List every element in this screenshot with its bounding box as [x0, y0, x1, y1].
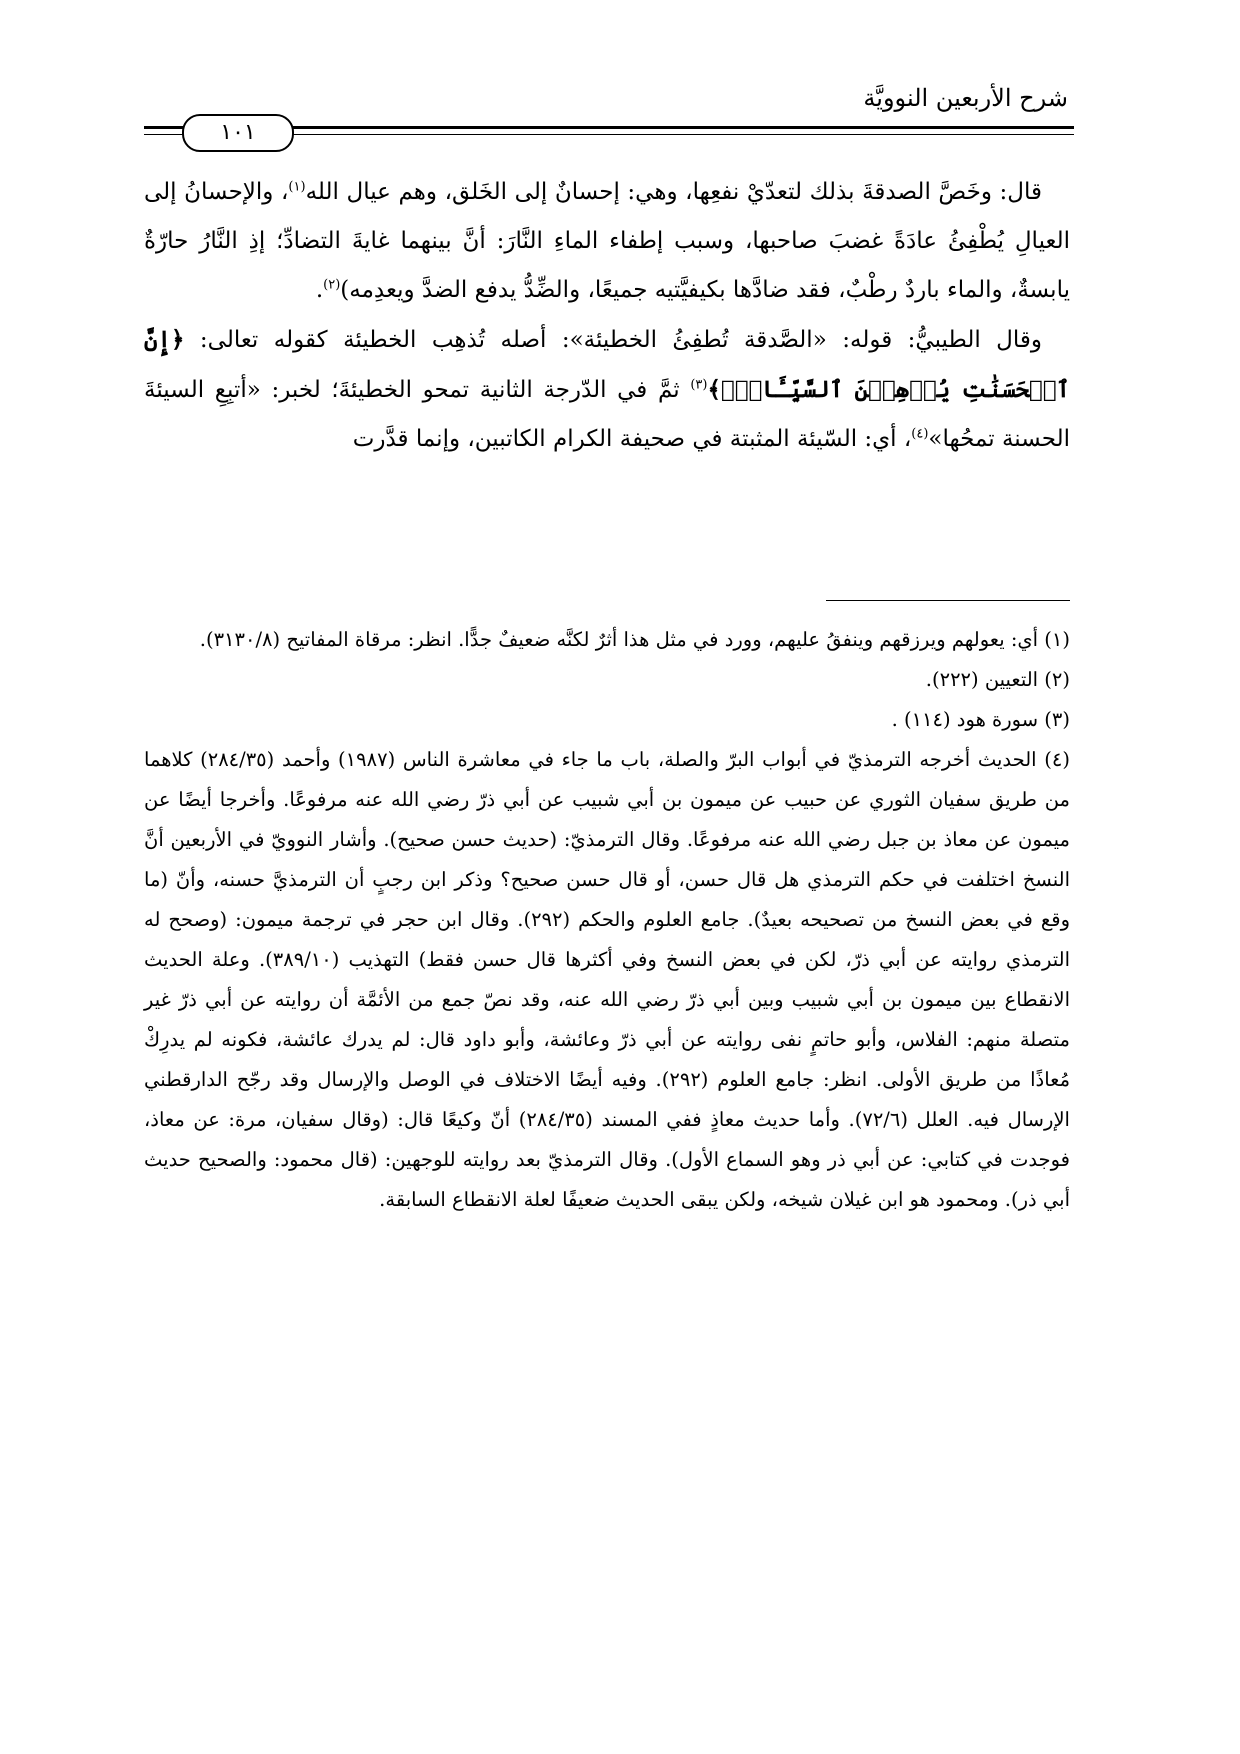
paragraph-1-text: قال: وخَصَّ الصدقةَ بذلك لتعدّيْ نفعِها، وهي: إحسانٌ إلى الخَلق، وهم عيال الله: [305, 179, 1042, 205]
page-number-badge: [182, 114, 294, 152]
page-number: ١٠١: [220, 120, 256, 145]
header-rule-thin: [290, 134, 1074, 135]
footnote-ref-2[interactable]: (٢): [323, 277, 341, 293]
paragraph-2-end: ، أي: السّيئة المثبتة في صحيفة الكرام الكاتبين، وإنما قدَّرت: [352, 426, 912, 452]
header-rule-left-thick: [144, 126, 184, 129]
running-header-title: شرح الأربعين النوويَّة: [863, 84, 1068, 112]
footnote-1: (١) أي: يعولهم ويرزقهم وينفقُ عليهم، وورد في مثل هذا أثرٌ لكنَّه ضعيفٌ جدًّا. انظر: مرقاة المفاتيح (٣١٣٠/٨).: [199, 628, 1070, 651]
footnote-2: (٢) التعيين (٢٢٢).: [925, 668, 1070, 691]
footnote-ref-1[interactable]: (١): [288, 179, 306, 195]
paragraph-1-continuation: ، والإحسانُ إلى العيالِ يُطْفِئُ عادَةً غضبَ صاحبها، وسبب إطفاء الماءِ النَّارَ: أنَّ بينهما غايةَ التضادِّ؛ إذِ النَّارُ حارّةٌ يابسةٌ، والماء باردٌ رطْبٌ، فقد ضادَّها بكيفيَّتيه جميعًا، والضِّدُّ يدفع الضدَّ ويعدِمه): [144, 179, 1070, 303]
paragraph-2: [144, 315, 1070, 464]
paragraph-2-text: وقال الطيبيُّ: قوله: «الصَّدقة تُطفِئُ الخطيئة»: أصله تُذهِب الخطيئة كقوله تعالى:: [199, 327, 1043, 353]
footnote-ref-4[interactable]: (٤): [911, 426, 929, 442]
footnote-3: (٣) سورة هود (١١٤) .: [891, 708, 1070, 731]
footnotes: [144, 620, 1070, 1220]
header-rule-thick: [290, 126, 1074, 129]
footnote-separator: [826, 600, 1070, 601]
footnote-4: (٤) الحديث أخرجه الترمذيّ في أبواب البرّ والصلة، باب ما جاء في معاشرة الناس (١٩٨٧) وأحمد (٢٨٤/٣٥) كلاهما من طريق سفيان الثوري عن حبيب عن ميمون بن أبي شبيب عن أبي ذرّ رضي الله عنه مرفوعًا. وأخرجا أيضًا عن ميمون عن معاذ بن جبل رضي الله عنه مرفوعًا. وقال الترمذيّ: (حديث حسن صحيح). وأشار النوويّ في الأربعين أنَّ النسخ اختلفت في حكم الترمذي هل قال حسن، أو قال حسن صحيح؟ وذكر ابن رجبٍ أن الترمذيَّ حسنه، وأنّ (ما وقع في بعض النسخ من تصحيحه بعيدٌ). جامع العلوم والحكم (٢٩٢). وقال ابن حجر في ترجمة ميمون: (وصحح له الترمذي روايته عن أبي ذرّ، لكن في بعض النسخ وفي أكثرها قال حسن فقط) التهذيب (٣٨٩/١٠). وعلة الحديث الانقطاع بين ميمون بن أبي شبيب وبين أبي ذرّ رضي الله عنه، وقد نصّ جمع من الأئمَّة أن روايته عن أبي ذرّ غير متصلة منهم: الفلاس، وأبو حاتمٍ نفى روايته عن أبي ذرّ وعائشة، وأبو داود قال: لم يدرك عائشة، فكونه لم يدرِكْ مُعاذًا من طريق الأولى. انظر: جامع العلوم (٢٩٢). وفيه أيضًا الاختلاف في الوصل والإرسال وقد رجّح الدارقطني الإرسال فيه. العلل (٧٢/٦). وأما حديث معاذٍ ففي المسند (٢٨٤/٣٥) أنّ وكيعًا قال: (وقال سفيان، مرة: عن معاذ، فوجدت في كتابي: عن أبي ذر وهو السماع الأول). وقال الترمذيّ بعد روايته للوجهين: (قال محمود: والصحيح حديث أبي ذر). ومحمود هو ابن غيلان شيخه، ولكن يبقى الحديث ضعيفًا لعلة الانقطاع السابقة.: [144, 748, 1071, 1211]
paragraph-2-continuation: ثمَّ في الدّرجة الثانية تمحو الخطيئةَ؛ لخبر: «أتبِعِ السيئةَ الحسنة تمحُها»: [144, 377, 1070, 452]
footnote-ref-3[interactable]: (٣): [690, 377, 708, 393]
paragraph-1: [144, 168, 1070, 315]
paragraph-1-end: .: [315, 277, 324, 303]
quran-verse: ﴿إِنَّ ٱلۡحَسَنَٰتِ يُذۡهِبۡنَ ٱلسَّيِّـَٔاتِۚ﴾: [144, 326, 1070, 403]
main-text: [144, 168, 1070, 464]
header-rule-left-thin: [144, 134, 184, 135]
